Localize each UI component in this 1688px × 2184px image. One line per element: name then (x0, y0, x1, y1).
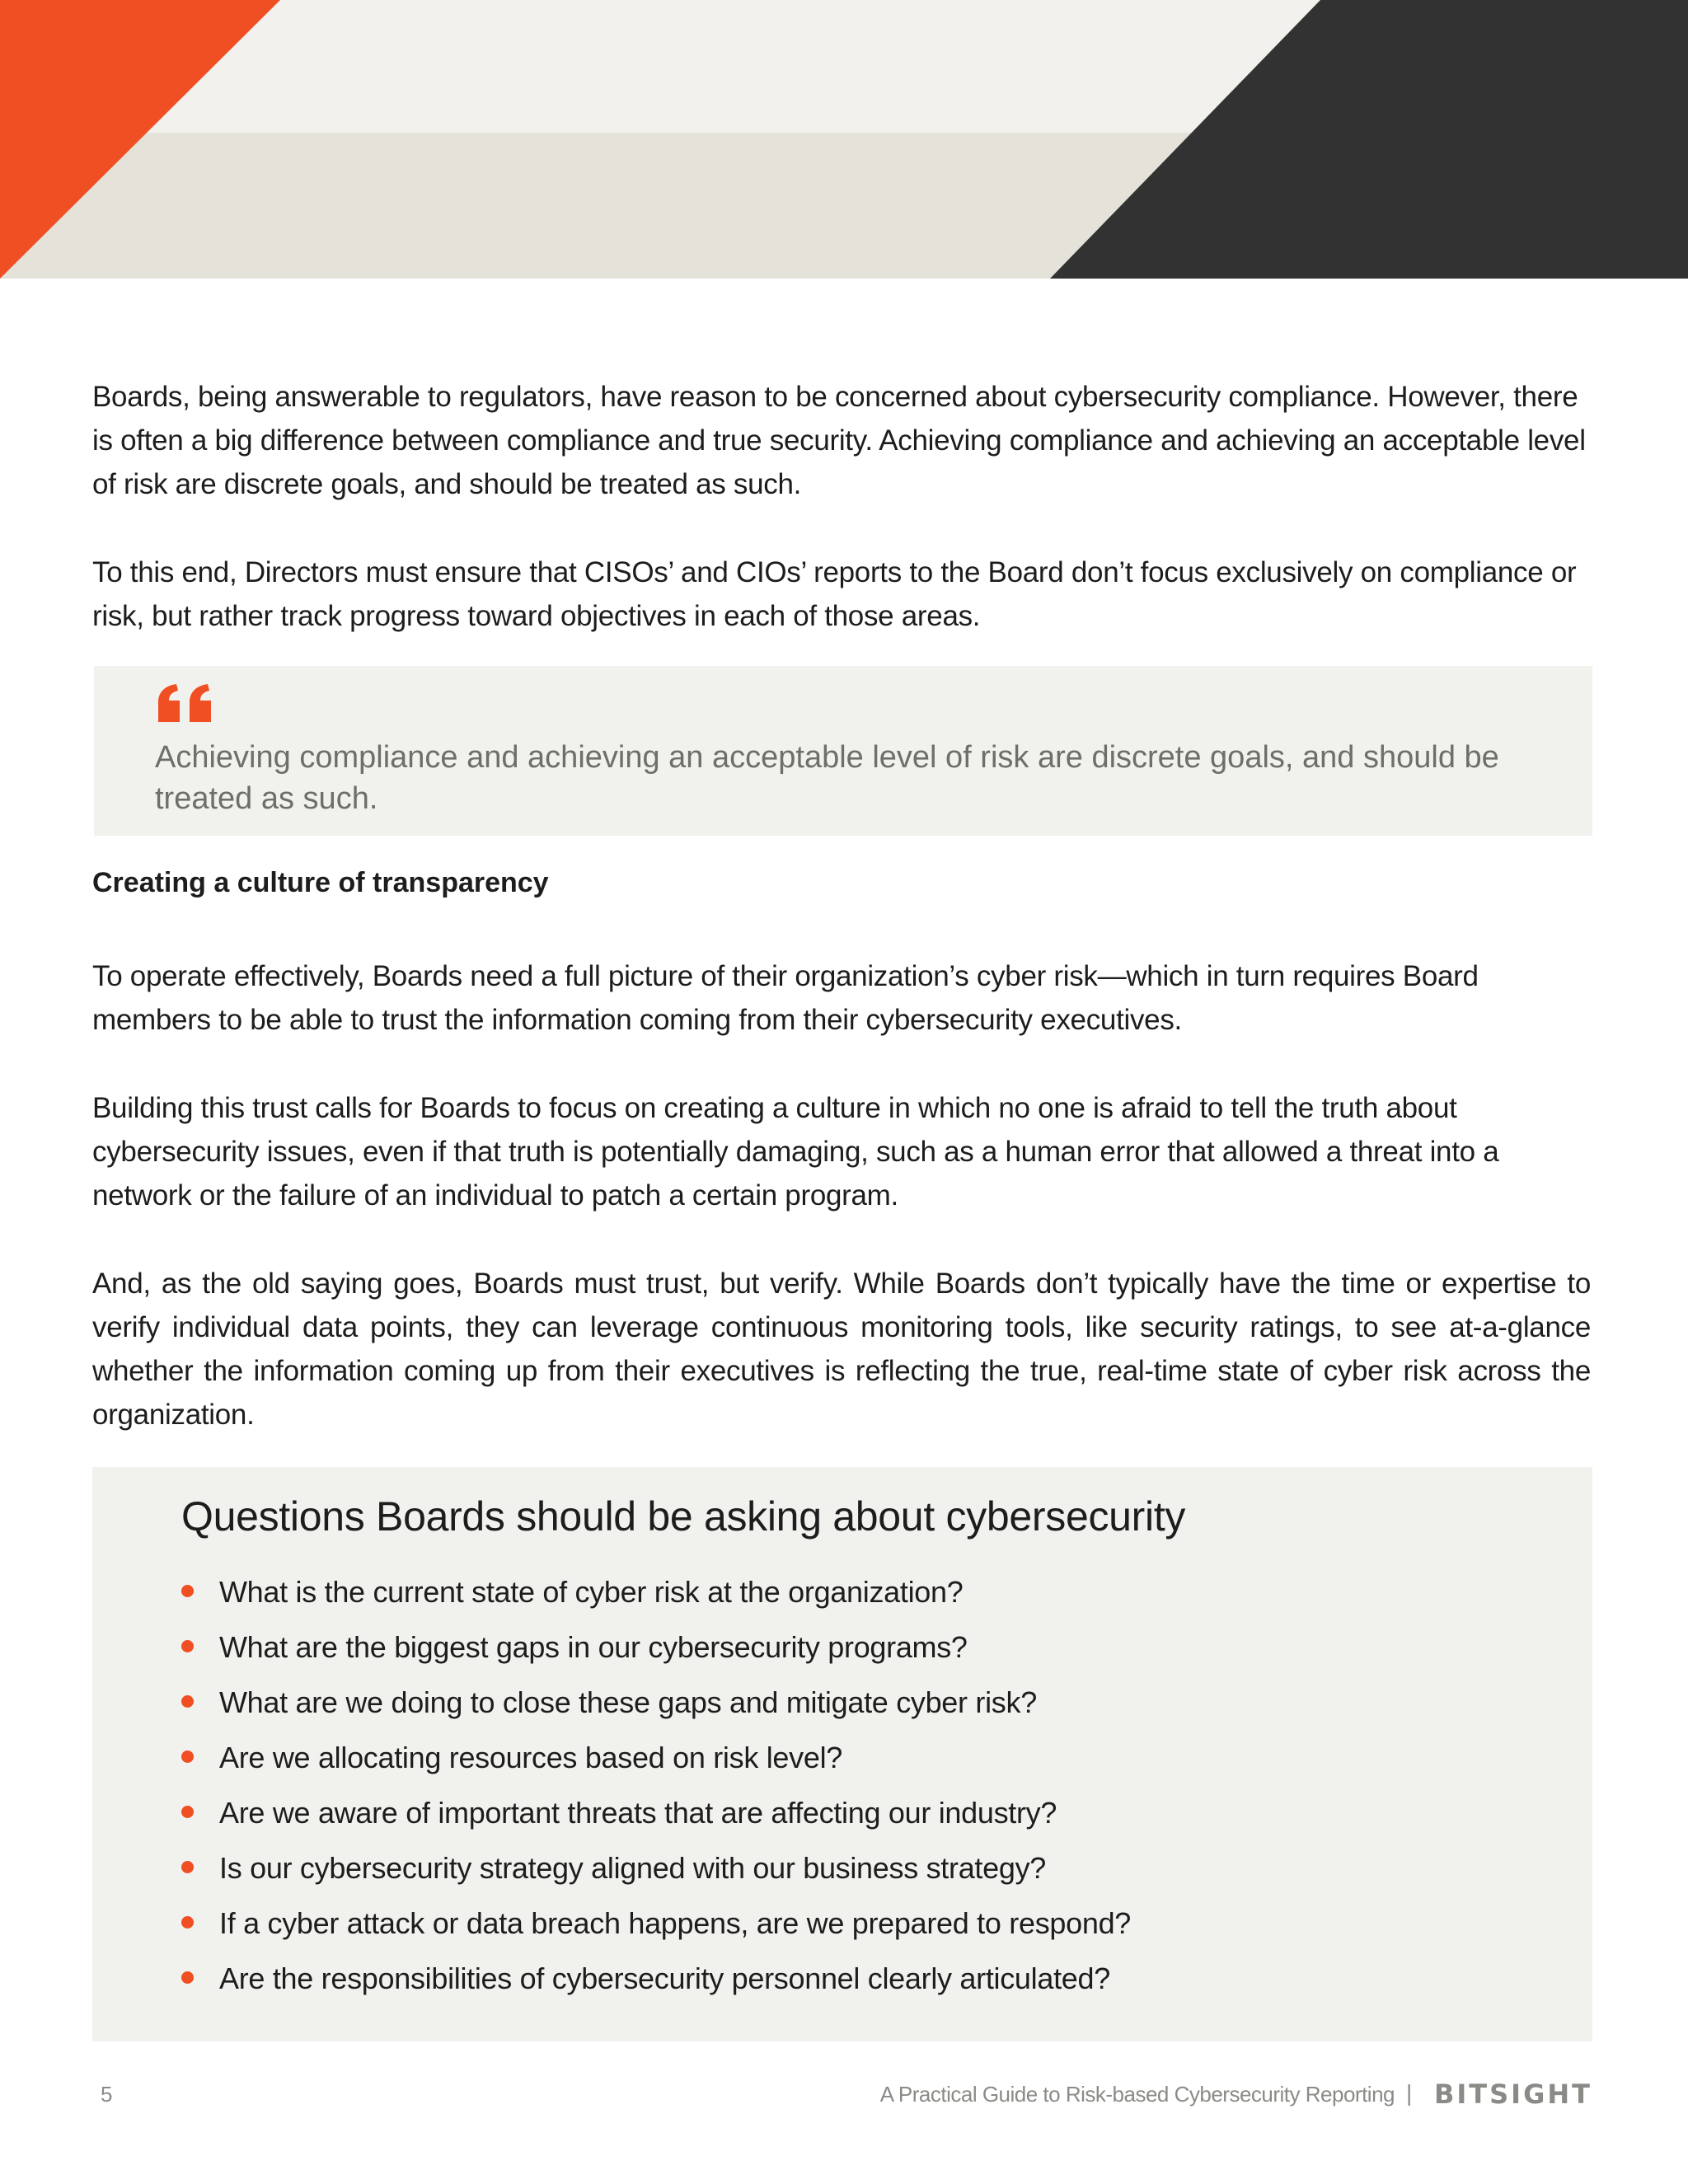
list-item (181, 1685, 1131, 1740)
question-text: What is the current state of cyber risk at the organization? (219, 1575, 964, 1609)
section-heading: Creating a culture of transparency (92, 867, 549, 898)
header-decorative-band (0, 0, 1688, 279)
list-item (181, 1795, 1131, 1850)
quote-mark-icon (157, 684, 214, 722)
section-paragraph-2: Building this trust calls for Boards to focus on creating a culture in which no one is afraid to tell the truth about cybersecurity issues, even if that truth is potentially damaging, such as a human error that allowed a threat into a network or the failure of an individual to patch a certain program. (92, 1092, 1499, 1212)
section-paragraph-1: To operate effectively, Boards need a full picture of their organization’s cyber risk—which in turn requires Board members to be able to trust the information coming from their cybersecurity executives. (92, 960, 1479, 1036)
pull-quote-text: Achieving compliance and achieving an acceptable level of risk are discrete goals, and should be treated as such. (155, 740, 1499, 816)
bullet-icon (181, 1806, 194, 1818)
question-text: What are the biggest gaps in our cybersecurity programs? (219, 1630, 968, 1664)
section-paragraph-3: And, as the old saying goes, Boards must trust, but verify. While Boards don’t typically have the time or expertise to verify individual data points, they can leverage continuous monitoring tools, like security ratings, to see at-a-glance whether the information coming up from their executives is reflecting the true, real-time state of cyber risk across the organization. (92, 1268, 1591, 1431)
footer-document-title: A Practical Guide to Risk-based Cybersecurity Reporting (879, 2082, 1395, 2107)
list-item (181, 1961, 1131, 2016)
question-text: Are we aware of important threats that are affecting our industry? (219, 1796, 1057, 1830)
pull-quote-box (94, 666, 1592, 836)
bullet-icon (181, 1971, 194, 1984)
question-text: Are the responsibilities of cybersecurity personnel clearly articulated? (219, 1961, 1110, 1995)
bullet-icon (181, 1695, 194, 1708)
question-text: Is our cybersecurity strategy aligned with our business strategy? (219, 1851, 1046, 1885)
footer-separator: | (1406, 2080, 1413, 2106)
page-number: 5 (101, 2082, 113, 2107)
questions-title: Questions Boards should be asking about cybersecurity (181, 1493, 1186, 1540)
intro-paragraph-1: Boards, being answerable to regulators, have reason to be concerned about cybersecurity compliance. However, there is often a big difference between compliance and true security. Achieving compliance and achieving an acceptable level of risk are discrete goals, and should be treated as such. (92, 381, 1586, 500)
brand-logo: BITSIGHT (1434, 2079, 1592, 2110)
list-item (181, 1905, 1131, 1961)
list-item (181, 1740, 1131, 1795)
bullet-icon (181, 1585, 194, 1597)
transparency-section (92, 954, 1591, 1436)
list-item (181, 1850, 1131, 1905)
questions-panel (92, 1467, 1592, 2041)
list-item (181, 1574, 1131, 1629)
question-text: What are we doing to close these gaps and mitigate cyber risk? (219, 1685, 1037, 1719)
bullet-icon (181, 1861, 194, 1873)
intro-paragraph-2: To this end, Directors must ensure that CISOs’ and CIOs’ reports to the Board don’t focus exclusively on compliance or risk, but rather track progress toward objectives in each of those areas. (92, 556, 1577, 632)
question-text: If a cyber attack or data breach happens, are we prepared to respond? (219, 1906, 1132, 1940)
bullet-icon (181, 1750, 194, 1763)
bullet-icon (181, 1916, 194, 1929)
list-item (181, 1629, 1131, 1685)
intro-section (92, 375, 1594, 638)
bullet-icon (181, 1640, 194, 1652)
question-text: Are we allocating resources based on risk level? (219, 1741, 842, 1774)
questions-list (181, 1574, 1131, 2016)
